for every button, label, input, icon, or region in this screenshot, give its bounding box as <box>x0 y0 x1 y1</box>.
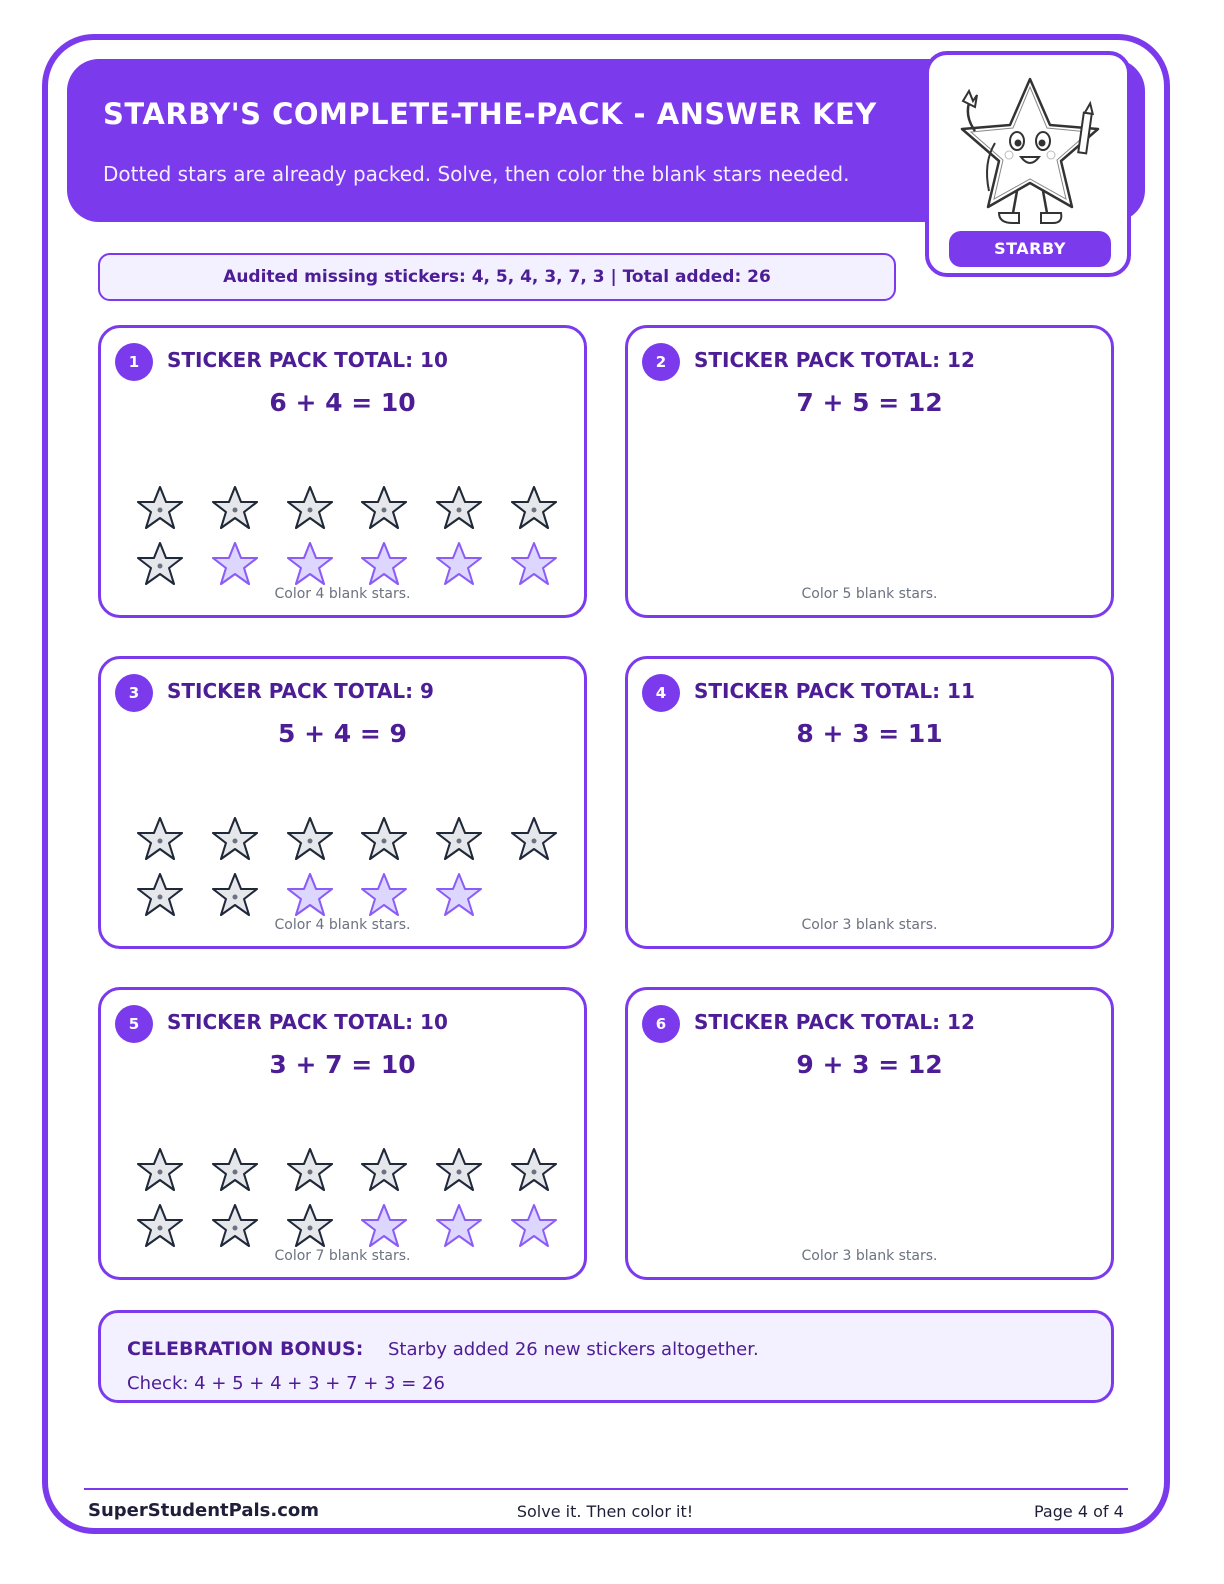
packed-star-icon <box>286 815 334 863</box>
packed-star-icon <box>510 815 558 863</box>
color-hint: Color 4 blank stars. <box>274 586 411 602</box>
blank-star-icon[interactable] <box>435 871 483 919</box>
packed-star-icon <box>360 815 408 863</box>
packed-star-icon <box>211 815 259 863</box>
mascot-card <box>925 51 1131 277</box>
packed-star-icon <box>435 815 483 863</box>
packed-star-icon <box>136 1202 184 1250</box>
page-number: Page 4 of 4 <box>1034 1502 1124 1521</box>
packed-star-icon <box>286 484 334 532</box>
color-hint: Color 5 blank stars. <box>801 586 938 602</box>
color-hint: Color 3 blank stars. <box>801 917 938 933</box>
bonus-label: CELEBRATION BONUS: <box>127 1338 364 1360</box>
packed-star-icon <box>136 540 184 588</box>
packed-star-icon <box>211 871 259 919</box>
equation: 5 + 4 = 9 <box>278 719 407 748</box>
problem-number-badge: 4 <box>642 674 680 712</box>
blank-star-icon[interactable] <box>510 540 558 588</box>
blank-star-icon[interactable] <box>286 540 334 588</box>
blank-star-icon[interactable] <box>360 540 408 588</box>
packed-star-icon <box>136 1146 184 1194</box>
packed-star-icon <box>211 484 259 532</box>
pack-total-title: STICKER PACK TOTAL: 12 <box>694 1010 975 1034</box>
color-hint: Color 4 blank stars. <box>274 917 411 933</box>
pack-total-title: STICKER PACK TOTAL: 10 <box>167 1010 448 1034</box>
problem-number-badge: 3 <box>115 674 153 712</box>
blank-star-icon[interactable] <box>286 871 334 919</box>
packed-star-icon <box>510 484 558 532</box>
problem-card <box>625 987 1114 1280</box>
blank-star-icon[interactable] <box>360 1202 408 1250</box>
packed-star-icon <box>435 484 483 532</box>
pack-total-title: STICKER PACK TOTAL: 10 <box>167 348 448 372</box>
packed-star-icon <box>286 1146 334 1194</box>
mascot-name-label: STARBY <box>949 231 1111 267</box>
problem-number-badge: 5 <box>115 1005 153 1043</box>
equation: 6 + 4 = 10 <box>269 388 416 417</box>
packed-star-icon <box>360 484 408 532</box>
packed-star-icon <box>136 871 184 919</box>
packed-star-icon <box>435 1146 483 1194</box>
equation: 8 + 3 = 11 <box>796 719 943 748</box>
star-grid <box>628 1140 1111 1250</box>
packed-star-icon <box>510 1146 558 1194</box>
blank-star-icon[interactable] <box>510 1202 558 1250</box>
pack-total-title: STICKER PACK TOTAL: 12 <box>694 348 975 372</box>
blank-star-icon[interactable] <box>211 540 259 588</box>
problem-card <box>625 325 1114 618</box>
audit-summary: Audited missing stickers: 4, 5, 4, 3, 7, 3 | Total added: 26 <box>98 253 896 301</box>
footer-divider <box>84 1488 1128 1490</box>
footer-motto: Solve it. Then color it! <box>516 1502 694 1521</box>
problem-number-badge: 2 <box>642 343 680 381</box>
page-subtitle: Dotted stars are already packed. Solve, then color the blank stars needed. <box>103 162 850 186</box>
packed-star-icon <box>136 484 184 532</box>
pack-total-title: STICKER PACK TOTAL: 9 <box>167 679 434 703</box>
pack-total-title: STICKER PACK TOTAL: 11 <box>694 679 975 703</box>
problem-number-badge: 6 <box>642 1005 680 1043</box>
page-title: STARBY'S COMPLETE-THE-PACK - ANSWER KEY <box>103 97 877 131</box>
blank-star-icon[interactable] <box>435 1202 483 1250</box>
star-grid <box>628 809 1111 919</box>
blank-star-icon[interactable] <box>360 871 408 919</box>
equation: 9 + 3 = 12 <box>796 1050 943 1079</box>
footer-site: SuperStudentPals.com <box>88 1500 320 1521</box>
bonus-text: Starby added 26 new stickers altogether. <box>388 1339 759 1360</box>
celebration-bonus-box <box>98 1310 1114 1403</box>
blank-star-icon[interactable] <box>435 540 483 588</box>
star-grid <box>628 478 1111 588</box>
color-hint: Color 7 blank stars. <box>274 1248 411 1264</box>
problem-card <box>625 656 1114 949</box>
packed-star-icon <box>211 1146 259 1194</box>
packed-star-icon <box>136 815 184 863</box>
packed-star-icon <box>211 1202 259 1250</box>
packed-star-icon <box>286 1202 334 1250</box>
star-character-icon <box>955 73 1105 233</box>
equation: 3 + 7 = 10 <box>269 1050 416 1079</box>
color-hint: Color 3 blank stars. <box>801 1248 938 1264</box>
equation: 7 + 5 = 12 <box>796 388 943 417</box>
packed-star-icon <box>360 1146 408 1194</box>
bonus-check: Check: 4 + 5 + 4 + 3 + 7 + 3 = 26 <box>127 1373 445 1394</box>
problem-number-badge: 1 <box>115 343 153 381</box>
